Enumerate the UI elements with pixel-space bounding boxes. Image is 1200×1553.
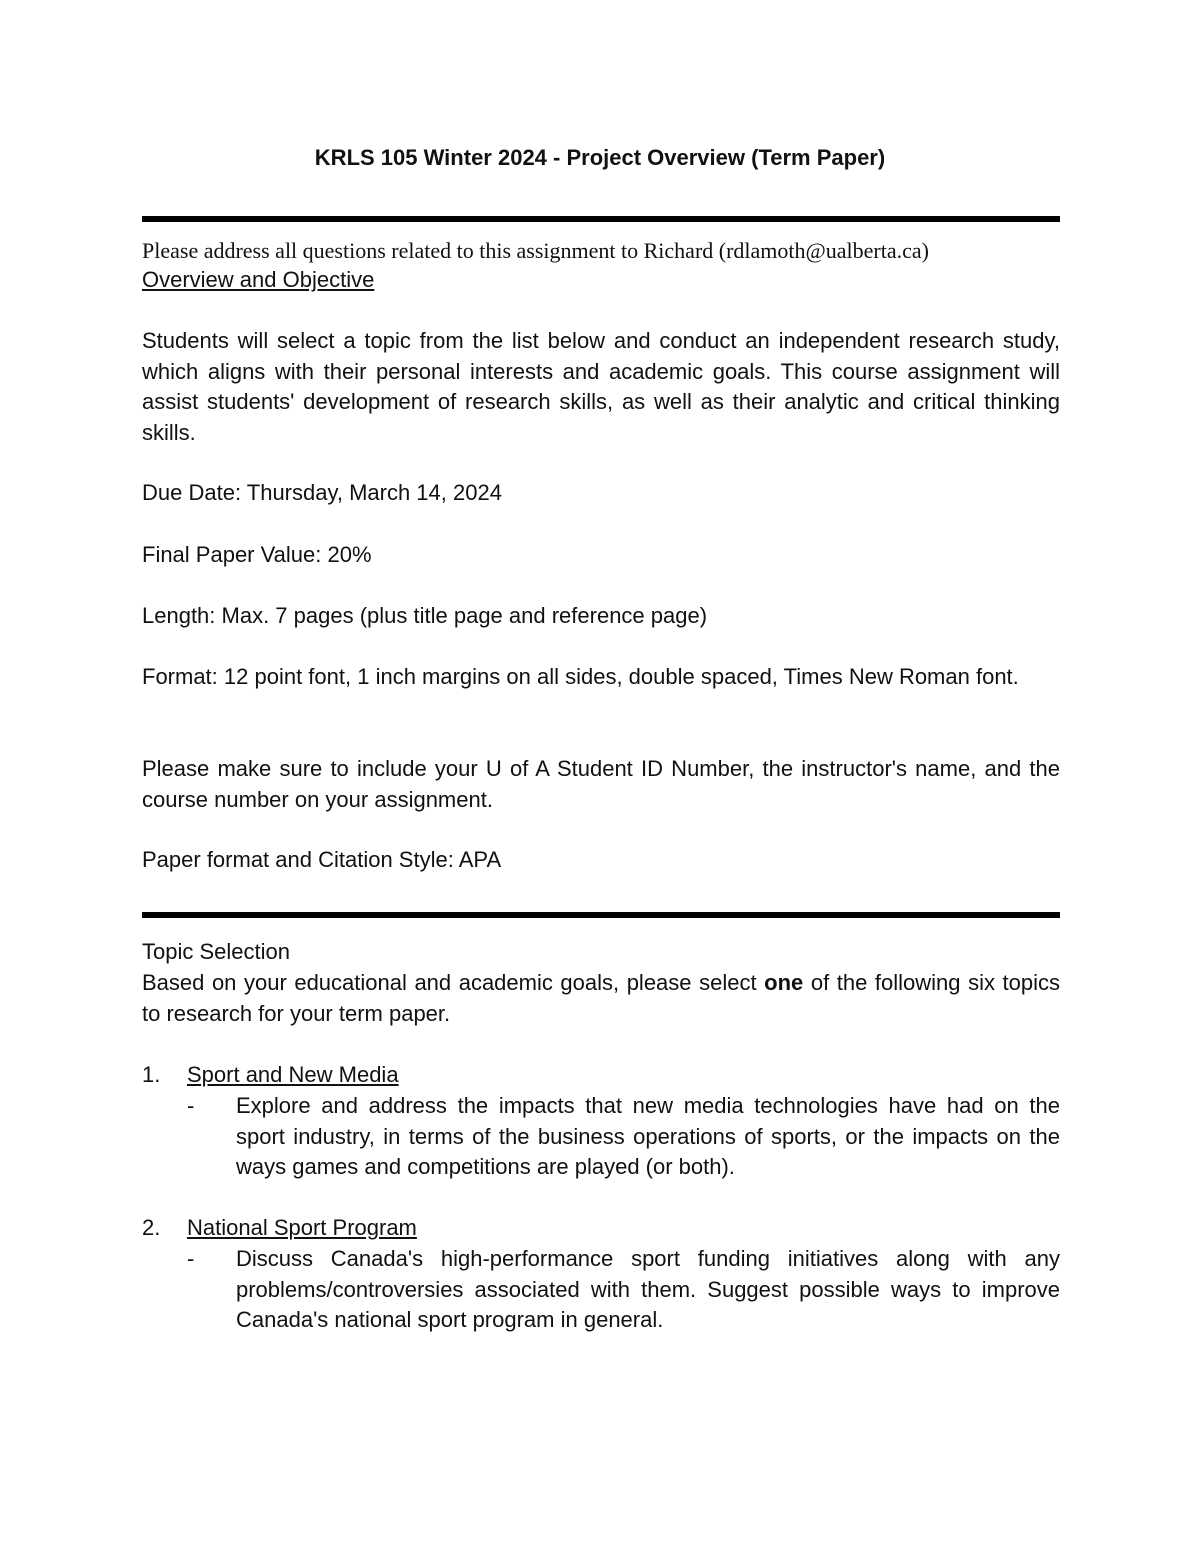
paper-value: Final Paper Value: 20% (142, 542, 372, 567)
document-title: KRLS 105 Winter 2024 - Project Overview (Term Paper) (314, 145, 886, 170)
list-item-description: Discuss Canada's high-performance sport funding initiatives along with any problems/controversies associated with them. Suggest possible ways to improve Canada's national sport program in general. (236, 1246, 1060, 1332)
topic-intro-after: of the following six topics to research for your term paper. (142, 970, 1061, 1026)
overview-heading: Overview and Objective (142, 267, 375, 292)
include-note: Please make sure to include your U of A Student ID Number, the instructor's name, and the course number on your assignment. (142, 756, 1060, 812)
citation-style: Paper format and Citation Style: APA (142, 847, 502, 872)
list-item-description: Explore and address the impacts that new media technologies have had on the sport industry, in terms of the business operations of sports, or the impacts on the ways games and competitions are played (or both). (236, 1093, 1060, 1179)
horizontal-rule-top (142, 216, 1060, 222)
topic-intro-emphasis: one (764, 970, 804, 995)
list-item-title: Sport and New Media (187, 1062, 399, 1087)
list-item-number: 1. (142, 1062, 161, 1087)
topic-intro-paragraph (142, 968, 1060, 1029)
list-item-bullet: - (187, 1093, 195, 1118)
contact-line: Please address all questions related to this assignment to Richard (rdlamoth@ualberta.ca) (142, 238, 929, 263)
length-requirement: Length: Max. 7 pages (plus title page and reference page) (142, 603, 708, 628)
list-item-bullet: - (187, 1246, 195, 1271)
overview-paragraph: Students will select a topic from the list below and conduct an independent research study, which aligns with their personal interests and academic goals. This course assignment will assist students' development of research skills, as well as their analytic and critical thinking skills. (142, 328, 1060, 445)
horizontal-rule-middle (142, 912, 1060, 918)
due-date: Due Date: Thursday, March 14, 2024 (142, 480, 502, 505)
topic-intro-before: Based on your educational and academic goals, please select (142, 970, 757, 995)
format-requirement: Format: 12 point font, 1 inch margins on all sides, double spaced, Times New Roman font. (142, 664, 1019, 689)
list-item-number: 2. (142, 1215, 161, 1240)
list-item-title: National Sport Program (187, 1215, 417, 1240)
topic-selection-heading: Topic Selection (142, 939, 290, 964)
